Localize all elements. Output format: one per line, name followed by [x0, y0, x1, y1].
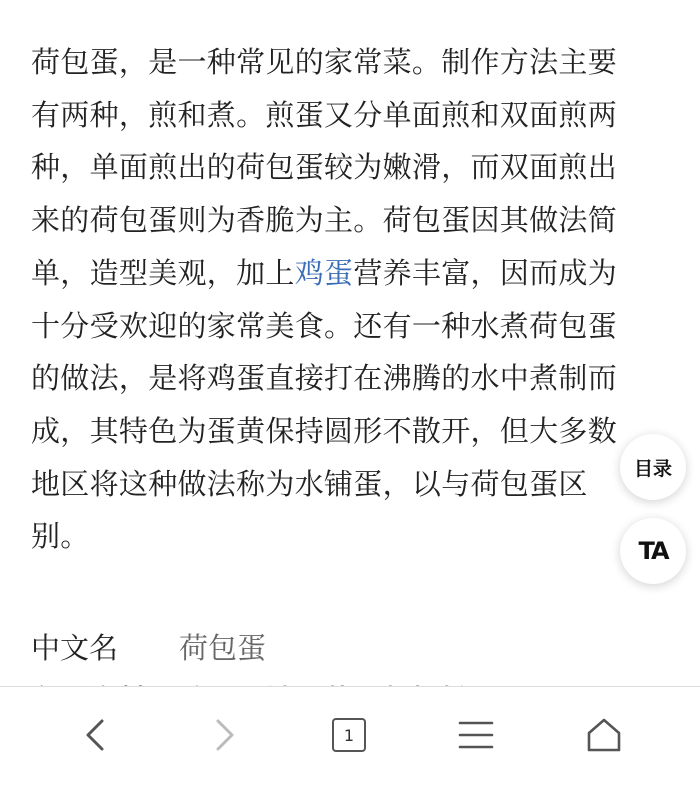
home-button[interactable] [576, 707, 632, 763]
back-button[interactable] [68, 707, 124, 763]
table-of-contents-button[interactable] [620, 434, 686, 500]
forward-button[interactable] [196, 707, 252, 763]
infobox-key: 中文名 [31, 631, 119, 665]
infobox-value: 荷包蛋 [179, 631, 267, 665]
home-icon [585, 717, 623, 753]
forward-arrow-icon [210, 717, 238, 753]
article-text-end: 营养丰富，因而成为十分受欢迎的家常美食。还有一种水煮荷包蛋的做法，是将鸡蛋直接打在沸腾的水中煮制而成，其特色为蛋黄保持圆形不散开，但大多数地区将这种做法称为水铺蛋，以与荷包蛋区别。 [31, 255, 618, 554]
tab-count: 1 [343, 725, 355, 745]
toc-label: 目录 [633, 457, 672, 480]
article-paragraph [31, 36, 643, 563]
font-size-button[interactable] [620, 518, 686, 584]
tabs-button[interactable] [321, 707, 377, 763]
infobox-row [31, 622, 671, 674]
font-size-icon: TA [638, 537, 668, 565]
article-text-start: 荷包蛋，是一种常见的家常菜。制作方法主要有两种，煎和煮。煎蛋又分单面煎和双面煎两种，单面煎出的荷包蛋较为嫩滑，而双面煎出来的荷包蛋则为香脆为主。荷包蛋因其做法简单，造型美观，加上 [31, 45, 618, 290]
menu-button[interactable] [448, 707, 504, 763]
article-body [31, 36, 643, 563]
back-arrow-icon [82, 717, 110, 753]
tabs-icon [332, 718, 366, 752]
browser-bottom-bar [0, 686, 700, 785]
egg-link[interactable]: 鸡蛋 [294, 255, 354, 290]
menu-icon [458, 720, 494, 750]
